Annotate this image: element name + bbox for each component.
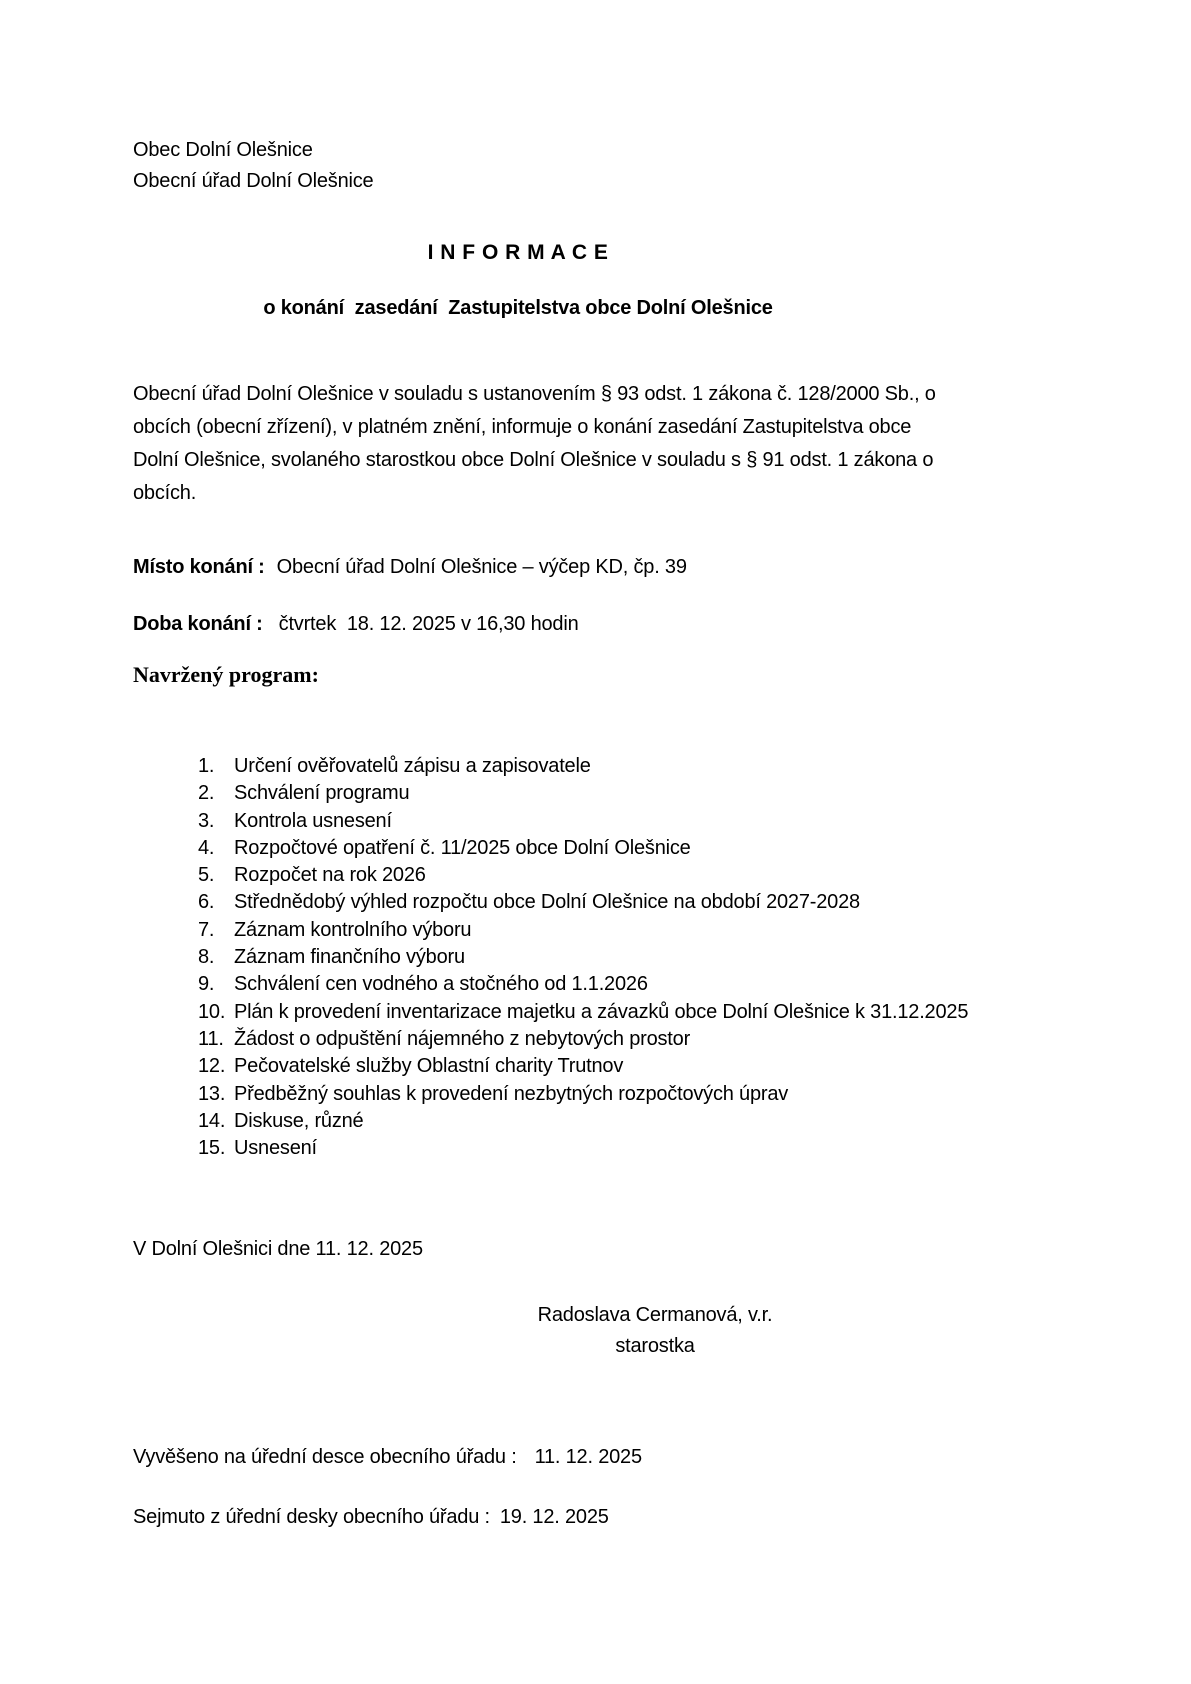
program-item [198,1081,968,1108]
program-item-number: 2. [198,782,215,805]
document-subtitle: o konání zasedání Zastupitelstva obce Dolní Olešnice [263,297,773,319]
program-item [198,889,968,916]
letterhead [133,135,373,197]
program-item-text: Střednědobý výhled rozpočtu obce Dolní Olešnice na období 2027-2028 [234,891,860,914]
signature-block [522,1300,788,1362]
removed-label: Sejmuto z úřední desky obecního úřadu : [133,1506,490,1528]
meeting-time-value: čtvrtek 18. 12. 2025 v 16,30 hodin [278,613,579,635]
letterhead-line-2: Obecní úřad Dolní Olešnice [133,170,374,192]
program-item-text: Určení ověřovatelů zápisu a zapisovatele [234,755,591,777]
program-list [198,753,968,1162]
program-item-number: 14. [198,1109,226,1132]
program-item [198,1053,968,1080]
program-item-number: 12. [198,1055,226,1078]
program-item-text: Usnesení [234,1137,317,1160]
program-item-text: Rozpočet na rok 2026 [234,864,426,887]
program-item [198,753,968,780]
posted-date: 11. 12. 2025 [534,1446,642,1468]
program-item-text: Kontrola usnesení [234,809,392,832]
program-item-text: Záznam finančního výboru [234,946,465,969]
program-item-text: Diskuse, různé [234,1109,364,1132]
intro-line: obcích (obecní zřízení), v platném znění, informuje o konání zasedání Zastupitelstva obce [133,416,912,438]
program-item [198,971,968,998]
program-item [198,944,968,971]
intro-line: Obecní úřad Dolní Olešnice v souladu s ustanovením § 93 odst. 1 zákona č. 128/2000 Sb., o [133,383,936,405]
program-item-number: 4. [198,836,215,859]
program-item [198,808,968,835]
program-item [198,780,968,807]
program-heading: Navržený program: [133,662,319,687]
program-item-text: Žádost o odpuštění nájemného z nebytových prostor [234,1027,691,1050]
document-title: I N F O R M A C E [427,241,609,264]
program-item-number: 5. [198,864,215,887]
program-item [198,862,968,889]
program-item [198,1135,968,1162]
program-item-text: Pečovatelské služby Oblastní charity Trutnov [234,1055,624,1078]
program-item-number: 8. [198,946,215,969]
program-item [198,1026,968,1053]
program-item-number: 1. [198,755,215,777]
program-item [198,999,968,1026]
program-item-text: Předběžný souhlas k provedení nezbytných rozpočtových úprav [234,1082,789,1105]
program-item-text: Plán k provedení inventarizace majetku a závazků obce Dolní Olešnice k 31.12.2025 [234,1000,969,1023]
meeting-place-row [133,556,687,579]
intro-line: obcích. [133,482,197,504]
program-item-number: 7. [198,918,215,941]
program-item-text: Záznam kontrolního výboru [234,918,472,941]
program-item [198,1108,968,1135]
intro-line: Dolní Olešnice, svolaného starostkou obce Dolní Olešnice v souladu s § 91 odst. 1 zákona o [133,449,934,471]
program-item-number: 6. [198,891,215,914]
meeting-time-row [133,613,579,636]
program-item-text: Rozpočtové opatření č. 11/2025 obce Dolní Olešnice [234,836,691,859]
program-item-number: 13. [198,1082,226,1105]
program-item-number: 10. [198,1000,226,1023]
meeting-time-label: Doba konání : [133,613,263,635]
program-item-number: 9. [198,973,215,996]
program-item-number: 15. [198,1137,226,1160]
program-item-text: Schválení programu [234,782,410,805]
removed-row [133,1506,609,1529]
dateline: V Dolní Olešnici dne 11. 12. 2025 [133,1238,423,1260]
signature-name: Radoslava Cermanová, v.r. [537,1304,773,1326]
program-item-number: 11. [198,1027,224,1050]
program-item-number: 3. [198,809,215,832]
meeting-place-label: Místo konání : [133,556,265,578]
intro-paragraph [133,378,936,510]
signature-role: starostka [615,1335,695,1357]
removed-date: 19. 12. 2025 [499,1506,609,1528]
posted-row [133,1446,642,1469]
program-item-text: Schválení cen vodného a stočného od 1.1.2026 [234,973,648,996]
meeting-place-value: Obecní úřad Dolní Olešnice – výčep KD, čp. 39 [276,556,687,578]
letterhead-line-1: Obec Dolní Olešnice [133,139,313,161]
program-item [198,917,968,944]
posted-label: Vyvěšeno na úřední desce obecního úřadu : [133,1446,517,1468]
program-item [198,835,968,862]
